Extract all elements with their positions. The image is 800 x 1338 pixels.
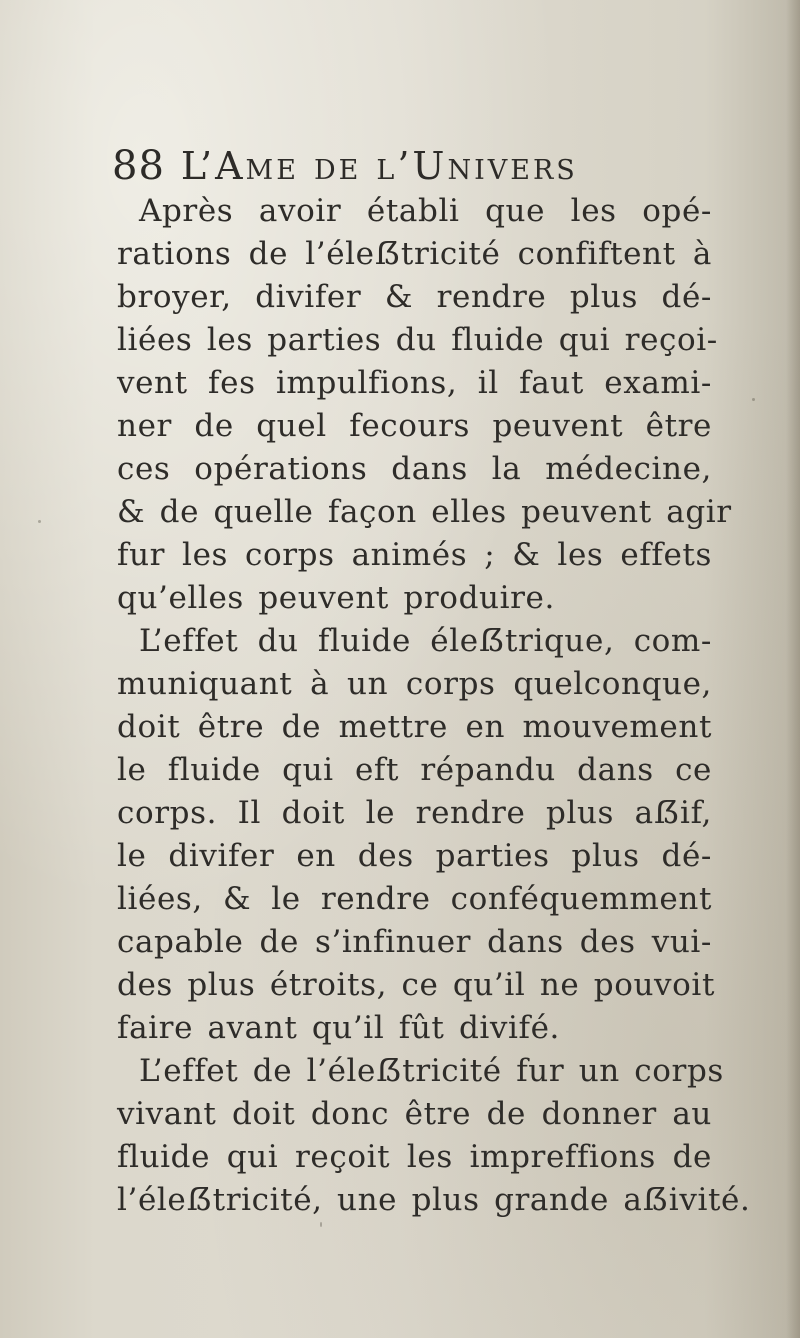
text-line: liées les parties du fluide qui reçoi- [117, 322, 718, 358]
text-line: des plus étroits, ce qu’il ne pouvoit [117, 967, 716, 1003]
text-line: vent fes impulfions, il faut exami- [117, 365, 712, 401]
text-line: vivant doit donc être de donner au [117, 1096, 712, 1132]
text-line: doit être de mettre en mouvement [117, 709, 712, 745]
text-line: & de quelle façon elles peuvent agir [117, 494, 732, 530]
text-line: capable de s’infinuer dans des vui- [117, 924, 712, 960]
paper-speck [752, 398, 755, 401]
text-line: liées, & le rendre conféquemment [117, 881, 712, 917]
text-line: broyer, divifer & rendre plus dé- [117, 279, 712, 315]
paper-speck [38, 520, 41, 523]
text-line: ces opérations dans la médecine, [117, 451, 712, 487]
text-line: rations de l’éleẞtricité confiftent à [117, 236, 712, 272]
text-line: L’effet du fluide éleẞtrique, com- [139, 623, 712, 659]
text-line: l’éleẞtricité, une plus grande aẞivité. [117, 1182, 751, 1218]
text-line: qu’elles peuvent produire. [117, 580, 555, 616]
text-line: faire avant qu’il fût divifé. [117, 1010, 560, 1046]
text-line: muniquant à un corps quelconque, [117, 666, 712, 702]
text-line: fluide qui reçoit les impreffions de [117, 1139, 712, 1175]
text-line: le divifer en des parties plus dé- [117, 838, 712, 874]
running-head: L’Ame de l’Univers [180, 144, 578, 188]
text-line: ner de quel fecours peuvent être [117, 408, 712, 444]
page-number: 88 [112, 143, 165, 189]
text-line: Après avoir établi que les opé- [139, 193, 712, 229]
body-text [117, 190, 751, 1222]
text-line: fur les corps animés ; & les effets [117, 537, 712, 573]
text-line: corps. Il doit le rendre plus aẞif, [117, 795, 712, 831]
text-line: le fluide qui eft répandu dans ce [117, 752, 712, 788]
text-line: L’effet de l’éleẞtricité fur un corps [139, 1053, 724, 1089]
page-header [112, 143, 578, 193]
paper-speck [320, 1222, 322, 1227]
